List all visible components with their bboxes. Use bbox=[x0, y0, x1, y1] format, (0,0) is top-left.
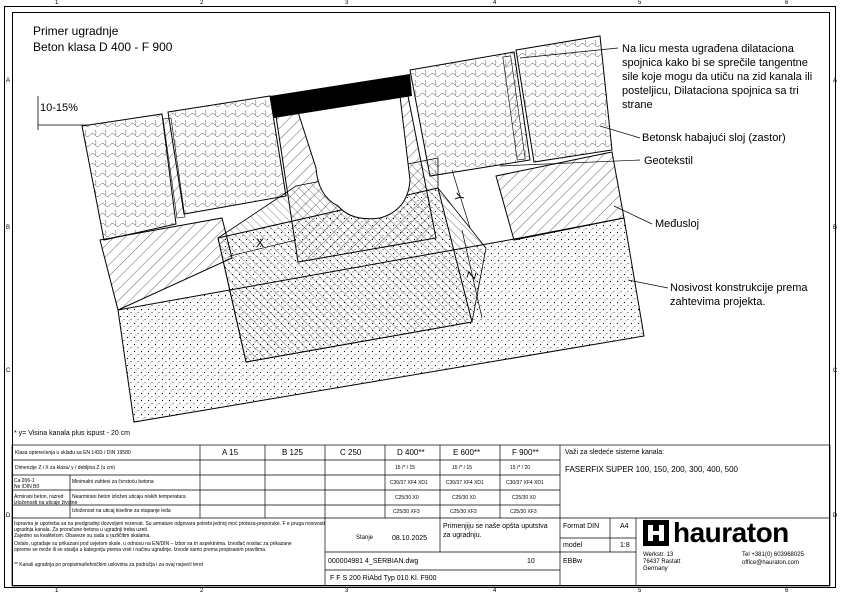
annotation-dilatation: Na licu mesta ugrađena dilataciona spojnica kako bi se sprečile tangentne sile koje mogu da utiču na zid kanala ili posteljicu, Dilataciona spojnica sa tri strane bbox=[622, 43, 813, 111]
paving-left-2 bbox=[168, 96, 286, 214]
concrete-r1-d: C30/37 XF4 XD1 bbox=[390, 480, 428, 486]
company-phone: Tel +381(0) 603968025 bbox=[742, 552, 804, 558]
note-4: Ostalo, ugrađaje su prikazani pod uvjetom skale, u odnosu na EN/DIN – Izbor sa tri aspektnima. Izvođač nosilac za prikazane bbox=[14, 541, 292, 547]
concrete-r1-e: C30/37 XF4 XD1 bbox=[446, 480, 484, 486]
zone-bottom-6: 6 bbox=[785, 588, 789, 594]
zone-bottom-3: 3 bbox=[345, 588, 349, 594]
zone-side-a: A bbox=[6, 78, 11, 84]
format-value: A4 bbox=[620, 523, 629, 530]
installation-note: Primenjiju se naše opšta uputstva za ugradnju. bbox=[443, 523, 548, 539]
annotation-geotextile: Geotekstil bbox=[644, 155, 693, 167]
note-5: opreme se može ili se stavlja u kategoriju prema vrsti i načinu ugradnje. Izvode samo prema propisanim pravilima. bbox=[14, 547, 267, 553]
concrete-r3-e: C25/30 XF3 bbox=[450, 509, 477, 515]
concrete-r3-f: C25/30 XF3 bbox=[510, 509, 537, 515]
class-d400: D 400** bbox=[397, 448, 425, 457]
load-class-label: Klasa opterećenja u skladu sa EN 1433 / DIN 19580 bbox=[15, 450, 131, 456]
company-email: office@hauraton.com bbox=[742, 560, 800, 566]
dims-d400: 15 /* / 15 bbox=[395, 465, 416, 471]
file-name: 000004981 4_SERBIAN.dwg bbox=[328, 558, 419, 565]
concrete-r2-f: C25/30 X0 bbox=[512, 495, 536, 501]
paving-left-1 bbox=[82, 114, 176, 240]
state-label: Stanje bbox=[356, 535, 374, 541]
concrete-r1-f: C30/37 XF4 XD1 bbox=[506, 480, 544, 486]
zone-top-6: 6 bbox=[785, 0, 789, 6]
state-date: 08.10.2025 bbox=[392, 535, 428, 542]
page-number: 10 bbox=[527, 558, 535, 565]
zone-top-3: 3 bbox=[345, 0, 349, 6]
paving-right-2 bbox=[516, 36, 612, 162]
valid-systems-label: Važi za sledeće sisteme kanala: bbox=[565, 449, 665, 456]
dim-x-label: X bbox=[256, 236, 265, 250]
note-3: Zajedno sa kvalitetom. Obaveze su sada u različitim skalama. bbox=[14, 533, 151, 539]
zone-bottom-5: 5 bbox=[638, 588, 642, 594]
drawing-title: Primer ugradnje bbox=[33, 24, 119, 38]
note-2: ugradnja kanala. Za proračune betona u ugradnji treba uzeti. bbox=[14, 527, 149, 533]
concrete-r2-e: C25/30 X0 bbox=[452, 495, 476, 501]
company-address-2: 76437 Rastatt bbox=[643, 559, 681, 565]
zone-side-c: C bbox=[6, 368, 11, 374]
dims-f900: 15 /* / 20 bbox=[510, 465, 531, 471]
dims-e600: 15 /* / 15 bbox=[452, 465, 473, 471]
zone-top-5: 5 bbox=[638, 0, 642, 6]
class-c250: C 250 bbox=[340, 448, 362, 457]
annotation-wear-layer: Betonsk habajući sloj (zastor) bbox=[642, 132, 786, 144]
scale-value: 1:8 bbox=[620, 542, 630, 549]
zone-side-b: B bbox=[6, 225, 11, 231]
file-code: EBBw bbox=[563, 558, 583, 565]
dim-z-label: Z bbox=[463, 269, 480, 281]
note-1: Ispravna je upotreba sa na predgradnji dozvoljeni rezervat. Su armature odgovara potrebi jednoj moć proteza-preporuke. F e pruga nosivosti bbox=[14, 521, 325, 527]
company-address-1: Werkstr. 13 bbox=[643, 552, 674, 558]
class-f900: F 900** bbox=[512, 448, 539, 457]
annotation-bearing: Nosivost konstrukcije prema zahtevima projekta. bbox=[670, 282, 808, 308]
class-b125: B 125 bbox=[282, 448, 303, 457]
left-label-2: Ne /DIN B0 bbox=[14, 484, 40, 490]
concrete-r2-d: C25/30 X0 bbox=[395, 495, 419, 501]
slope-label: 10-15% bbox=[40, 102, 78, 114]
valid-systems: FASERFIX SUPER 100, 150, 200, 300, 400, 500 bbox=[565, 465, 738, 474]
dimensions-row-label: Dimenzije Z i X za klasu/ y / debljina Z (u cm) bbox=[15, 465, 116, 471]
mid-label-2: Nearmirani beton izložen uticaju niskih temperatura bbox=[72, 494, 186, 500]
zone-bottom-1: 1 bbox=[55, 588, 59, 594]
footnote: * y= Visina kanala plus ispust - 20 cm bbox=[14, 430, 131, 437]
zone-bottom-2: 2 bbox=[200, 588, 204, 594]
zone-side-b-right: B bbox=[833, 225, 838, 231]
annotation-interlayer: Međusloj bbox=[655, 218, 700, 230]
zone-top-1: 1 bbox=[55, 0, 59, 6]
concrete-r3-d: C25/30 XF3 bbox=[393, 509, 420, 515]
dim-y-label: Y bbox=[452, 191, 468, 203]
zone-top-2: 2 bbox=[200, 0, 204, 6]
drawing-subtitle: Beton klasa D 400 - F 900 bbox=[33, 40, 173, 54]
company-name: hauraton bbox=[673, 517, 789, 548]
mid-label-3: Izloženost na uticaj kiseline za otapanje leda bbox=[72, 508, 171, 514]
zone-side-a-right: A bbox=[833, 78, 838, 84]
company-address-3: Germany bbox=[643, 566, 668, 572]
zone-top-4: 4 bbox=[493, 0, 497, 6]
note-6: ** Kanali ugradnja po propisima/tehničkim uslovima za područja i za ovaj najveći teret bbox=[14, 562, 203, 568]
drawing-caption: F F S 200 RiAbd Typ 010 Kl. F900 bbox=[330, 575, 437, 582]
left-label-4: izloženosti na uticaje životne bbox=[14, 500, 78, 506]
class-a15: A 15 bbox=[222, 448, 239, 457]
hauraton-logo bbox=[643, 520, 669, 551]
left-label-3: Armirani beton, razred bbox=[14, 494, 64, 500]
class-e600: E 600** bbox=[453, 448, 481, 457]
zone-bottom-4: 4 bbox=[493, 588, 497, 594]
format-label: Format DIN bbox=[563, 523, 600, 530]
zone-side-c-right: C bbox=[833, 368, 838, 374]
scale-label: model bbox=[563, 542, 583, 549]
hauraton-logo-icon bbox=[643, 520, 669, 546]
left-label-1: Ca 206-1 bbox=[14, 478, 35, 484]
zone-side-d-right: D bbox=[833, 513, 838, 519]
zone-side-d: D bbox=[6, 513, 11, 519]
mid-label-1: Minimalni zahtevi za čvrstoću betona bbox=[72, 479, 154, 485]
